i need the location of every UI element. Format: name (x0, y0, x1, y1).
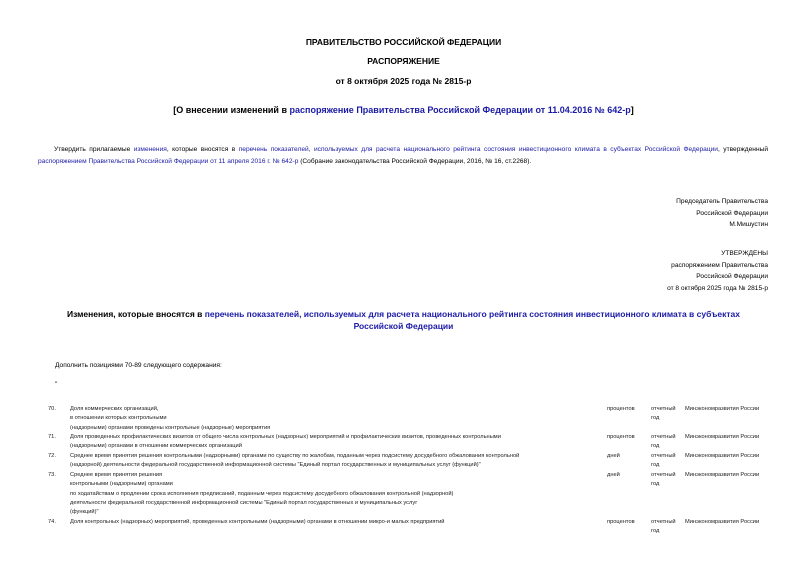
row-unit: процентов (607, 434, 635, 440)
changes-link[interactable]: изменения (133, 146, 167, 153)
approval-line: Российской Федерации (696, 273, 768, 280)
row-unit: дней (607, 472, 620, 478)
row-number: 70. (48, 406, 56, 412)
subject-link[interactable]: распоряжение Правительства Российской Федерации от 11.04.2016 № 642-р (289, 105, 631, 115)
signature-block (676, 196, 768, 231)
row-number: 73. (48, 472, 56, 478)
row-number: 74. (48, 519, 56, 525)
body-paragraph (38, 144, 768, 168)
row-agency: Минэкономразвития России (685, 453, 760, 459)
row-indicator: Доля контрольных (надзорных) мероприятий, проведенных контрольными (надзорными) органами в отношении микро-и малых предприятий (70, 519, 445, 525)
approval-line: от 8 октября 2025 года № 2815-р (667, 284, 768, 292)
row-agency: Минэкономразвития России (685, 406, 760, 412)
row-agency: Минэкономразвития России (685, 519, 760, 525)
approval-line: УТВЕРЖДЕНЫ (721, 250, 768, 257)
row-indicator: Среднее время принятия решения контрольными (надзорными) органами по ходатайствам о продлении срока исполнения предписаний, поданным через подсистему досудебного обжалования контрольной (надзорной) деятельности федеральной государственной информационной системы "Единый портал государственных и муниципальных услуг (функций)" (70, 472, 454, 516)
document-date: от 8 октября 2025 года № 2815-р (335, 76, 472, 86)
row-agency: Минэкономразвития России (685, 472, 760, 478)
row-period: отчетный год (651, 434, 676, 450)
row-period: отчетный год (651, 519, 676, 535)
row-unit: процентов (607, 406, 635, 412)
changes-heading-text: Изменения, которые вносятся в (66, 309, 205, 319)
row-period: отчетный год (651, 472, 676, 488)
signature-line: Российской Федерации (696, 209, 768, 217)
signature-line: Председатель Правительства (676, 198, 768, 205)
row-number: 71. (48, 434, 56, 440)
government-title: ПРАВИТЕЛЬСТВО РОССИЙСКОЙ ФЕДЕРАЦИИ (305, 37, 502, 47)
signature-name: М.Мишустин (729, 221, 768, 228)
row-unit: дней (607, 453, 620, 459)
body-text: , которые вносятся в (166, 146, 239, 153)
opening-quote: " (55, 381, 58, 388)
row-agency: Минэкономразвития России (685, 434, 760, 440)
document-subject (0, 105, 807, 115)
approval-block (667, 248, 768, 294)
row-period: отчетный год (651, 453, 676, 469)
body-text: (Собрание законодательства Российской Федерации, 2016, № 16, ст.2268). (298, 158, 532, 165)
list-link[interactable]: перечень показателей, используемых для расчета национального рейтинга состояния инвестиционного климата в субъектах Российской Федерации (238, 146, 718, 153)
order-link[interactable]: распоряжением Правительства Российской Федерации от 11 апреля 2016 г. № 642-р (38, 158, 299, 165)
row-number: 72. (48, 453, 56, 459)
row-period: отчетный год (651, 406, 676, 422)
approval-line: распоряжением Правительства (671, 261, 768, 269)
row-unit: процентов (607, 519, 635, 525)
document-type: РАСПОРЯЖЕНИЕ (367, 56, 440, 66)
body-text: Утвердить прилагаемые (54, 146, 134, 153)
changes-heading (50, 308, 757, 332)
subject-text: [О внесении изменений в (173, 105, 290, 115)
intro-text: Дополнить позициями 70-89 следующего содержания: (55, 362, 222, 369)
body-text: , утвержденный (718, 146, 769, 153)
row-indicator: Доля коммерческих организаций, в отношении которых контрольными (надзорными) органами проведены контрольные (надзорные) мероприятия (70, 406, 271, 431)
changes-heading-link[interactable]: перечень показателей, используемых для расчета национального рейтинга состояния инвестиционного климата в субъектах Российской Федерации (204, 309, 741, 331)
row-indicator: Среднее время принятия решения контрольными (надзорными) органами по существу по жалобам, поданным через подсистему досудебного обжалования контрольной (надзорной) деятельности федеральной государственной информационной системы "Единый портал государственных и муниципальных услуг (функций)" (70, 453, 520, 469)
row-indicator: Доля проведенных профилактических визитов от общего числа контрольных (надзорных) мероприятий и профилактических визитов, проведенных контрольными (надзорными) органами в отношении коммерческих организаций (70, 434, 501, 450)
subject-close: ] (630, 105, 634, 115)
